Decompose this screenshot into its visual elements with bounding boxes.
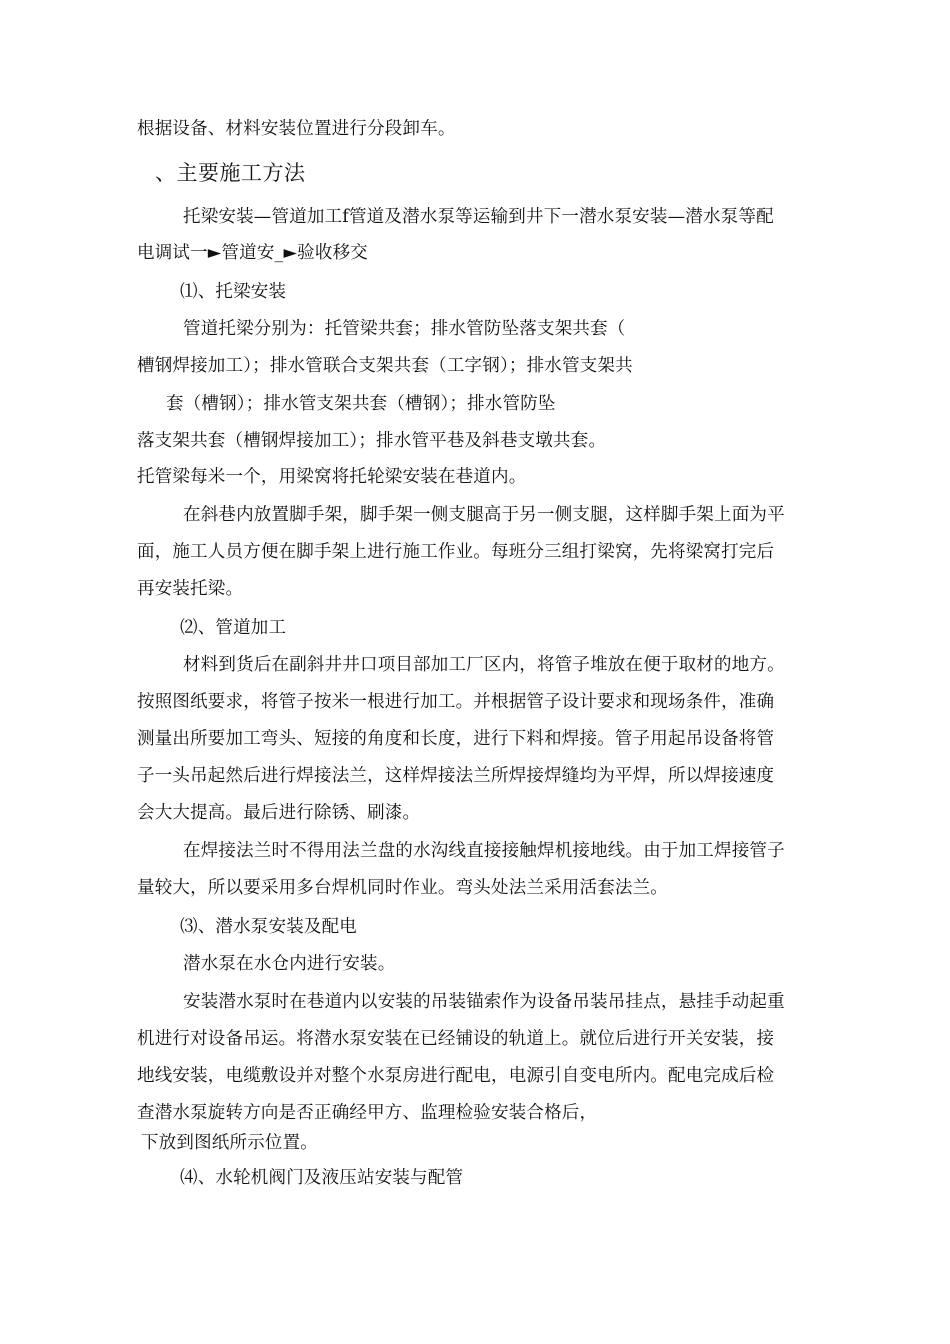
text-line-9: 落支架共套（槽钢焊接加工）；排水管平巷及斜巷支墩共套。 — [137, 431, 607, 451]
text-line-6: 管道托梁分别为：托管梁共套；排水管防坠落支架共套（ — [183, 319, 626, 339]
text-line-21: 量较大，所以要采用多台焊机同时作业。弯头处法兰采用活套法兰。 — [137, 878, 668, 898]
subheading-3: ⑶、潜水泵安装及配电 — [180, 917, 357, 937]
subheading-1: ⑴、托梁安装 — [180, 282, 287, 302]
text-line-23: 潜水泵在水仓内进行安装。 — [183, 954, 396, 974]
text-line-13: 再安装托梁。 — [137, 579, 244, 599]
text-line-7: 槽钢焊接加工）；排水管联合支架共套（工字钢）；排水管支架共 — [137, 356, 633, 376]
text-line-10: 托管梁每米一个，用梁窝将托轮梁安装在巷道内。 — [137, 467, 527, 487]
text-line-17: 测量出所要加工弯头、短接的角度和长度，进行下料和焊接。管子用起吊设备将管 — [137, 729, 775, 749]
text-line-20: 在焊接法兰时不得用法兰盘的水沟线直接接触焊机接地线。由于加工焊接管子 — [183, 841, 785, 861]
text-line-24: 安装潜水泵时在巷道内以安装的吊装锚索作为设备吊装吊挂点，悬挂手动起重 — [183, 992, 785, 1012]
text-line-11: 在斜巷内放置脚手架，脚手架一侧支腿高于另一侧支腿，这样脚手架上面为平 — [183, 505, 785, 525]
text-line-3: 托梁安装—管道加工f管道及潜水泵等运输到井下一潜水泵安装—潜水泵等配 — [183, 207, 774, 227]
text-line-15: 材料到货后在副斜井井口项目部加工厂区内，将管子堆放在便于取材的地方。 — [183, 655, 785, 675]
text-line-16: 按照图纸要求，将管子按米一根进行加工。并根据管子设计要求和现场条件，准确 — [137, 692, 775, 712]
text-line-27: 查潜水泵旋转方向是否正确经甲方、监理检验安装合格后， — [137, 1103, 598, 1123]
text-line-25: 机进行对设备吊运。将潜水泵安装在已经铺设的轨道上。就位后进行开关安装，接 — [137, 1029, 775, 1049]
text-line-1: 根据设备、材料安装位置进行分段卸车。 — [137, 119, 456, 139]
text-line-19: 会大大提高。最后进行除锈、刷漆。 — [137, 803, 421, 823]
text-line-28: 下放到图纸所示位置。 — [141, 1133, 318, 1153]
subheading-2: ⑵、管道加工 — [180, 618, 287, 638]
text-line-26: 地线安装，电缆敷设并对整个水泵房进行配电，电源引自变电所内。配电完成后检 — [137, 1066, 775, 1086]
section-heading: 、主要施工方法 — [155, 161, 306, 185]
text-line-18: 子一头吊起然后进行焊接法兰，这样焊接法兰所焊接焊缝均为平焊，所以焊接速度 — [137, 766, 775, 786]
text-line-4: 电调试一►管道安_►验收移交 — [137, 243, 368, 263]
subheading-4: ⑷、水轮机阀门及液压站安装与配管 — [180, 1168, 464, 1188]
text-line-12: 面，施工人员方便在脚手架上进行施工作业。每班分三组打梁窝，先将梁窝打完后 — [137, 542, 775, 562]
text-line-8: 套（槽钢）；排水管支架共套（槽钢）；排水管防坠 — [166, 394, 556, 414]
